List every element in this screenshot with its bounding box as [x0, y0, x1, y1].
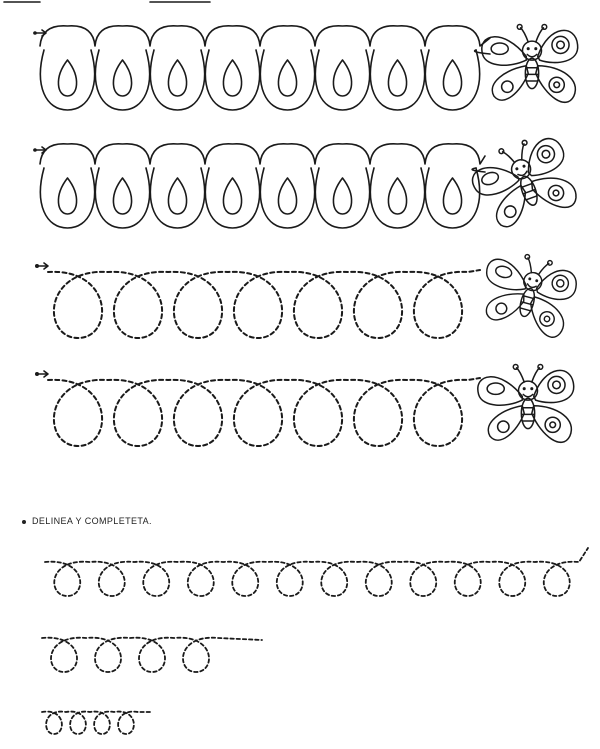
- practice-loop-row-1: [45, 548, 588, 596]
- butterfly-4: [478, 364, 574, 442]
- butterfly-2: [465, 129, 582, 235]
- butterfly-1: [482, 24, 578, 102]
- loop-band-row-2: [33, 144, 485, 228]
- practice-loop-row-3: [42, 712, 152, 734]
- dashed-loop-row-3: [35, 263, 480, 338]
- bullet-icon: [22, 520, 26, 524]
- dashed-loop-row-4: [35, 371, 480, 446]
- instruction-text: [22, 516, 152, 526]
- butterfly-3: [474, 245, 581, 340]
- practice-loop-row-2: [42, 638, 262, 672]
- loop-band-row-1: [33, 26, 490, 110]
- instruction-label: DELINEA Y COMPLETETA.: [32, 516, 152, 526]
